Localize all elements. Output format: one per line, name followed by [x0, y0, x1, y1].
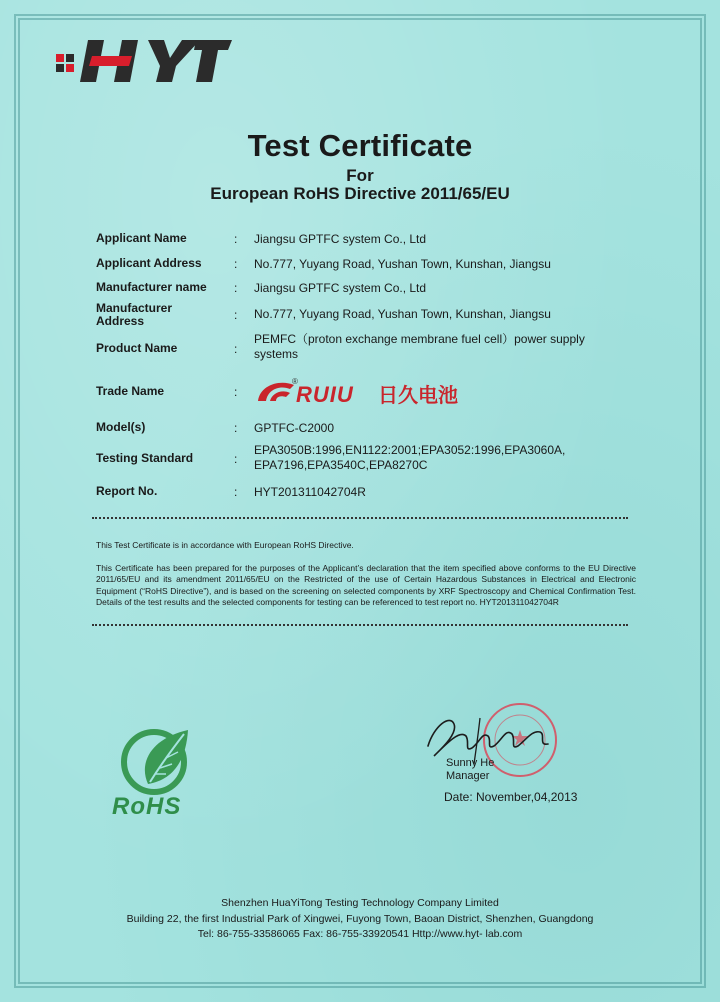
- field-label: Applicant Address: [96, 256, 202, 270]
- field-value: Jiangsu GPTFC system Co., Ltd: [254, 232, 427, 246]
- field-label: Testing Standard: [96, 451, 194, 465]
- signatory-name: Sunny He: [446, 757, 495, 769]
- field-colon: :: [234, 452, 238, 466]
- certificate-for-line: For: [346, 166, 374, 185]
- footer-address: Building 22, the first Industrial Park of Xingwei, Fuyong Town, Baoan District, Shenzhen, Guangdong: [126, 913, 594, 925]
- field-label: Manufacturer Address: [96, 301, 173, 328]
- field-label: Applicant Name: [96, 231, 187, 245]
- field-label: Report No.: [96, 484, 158, 498]
- field-colon: :: [234, 281, 238, 295]
- field-colon: :: [234, 385, 238, 399]
- field-label: Model(s): [96, 420, 146, 434]
- hyt-logo-red-squares: [56, 54, 74, 72]
- trade-logo-latin: RUIU: [296, 382, 354, 407]
- field-value: GPTFC-C2000: [254, 421, 335, 435]
- field-label: Product Name: [96, 341, 178, 355]
- signature-date: Date: November,04,2013: [444, 790, 578, 804]
- field-colon: :: [234, 257, 238, 271]
- field-label: Trade Name: [96, 384, 165, 398]
- certificate-directive: European RoHS Directive 2011/65/EU: [210, 184, 510, 203]
- hyt-logo-letters: [80, 40, 232, 82]
- dotted-divider: [92, 517, 628, 519]
- certificate-body-text: This Certificate has been prepared for the purposes of the Applicant’s declaration that the item specified above conforms to the EU Directive 2011/65/EU and its amendment 2011/65/EU on the Restricted of the use of Certain Hazardous Substances in Electrical and Electronic Equipment (“RoHS Directive”), and is based on the screening on selected components by XRF Spectroscopy and Chemical Confirmation Test. Details of the test results and the selected components for testing can be referenced to test report no. HYT201311042704R: [96, 563, 636, 608]
- dotted-divider: [92, 624, 628, 626]
- ruiu-trade-logo: [254, 375, 504, 409]
- field-value: Jiangsu GPTFC system Co., Ltd: [254, 281, 427, 295]
- rohs-statement: This Test Certificate is in accordance with European RoHS Directive.: [96, 540, 354, 550]
- field-value: EPA3050B:1996,EN1122:2001;EPA3052:1996,EPA3060A, EPA7196,EPA3540C,EPA8270C: [254, 443, 566, 472]
- trade-registered-mark: ®: [292, 377, 298, 386]
- field-colon: :: [234, 308, 238, 322]
- field-value: PEMFC（proton exchange membrane fuel cell）power supply systems: [254, 332, 585, 361]
- rohs-mark-text: RoHS: [112, 793, 182, 820]
- footer-company: Shenzhen HuaYiTong Testing Technology Company Limited: [221, 897, 499, 909]
- signatory-title: Manager: [446, 770, 490, 782]
- field-value: HYT201311042704R: [254, 485, 366, 499]
- field-value: No.777, Yuyang Road, Yushan Town, Kunshan, Jiangsu: [254, 257, 551, 271]
- field-colon: :: [234, 232, 238, 246]
- hyt-logo: [52, 32, 232, 90]
- footer-contact: Tel: 86-755-33586065 Fax: 86-755-33920541 Http://www.hyt- lab.com: [197, 928, 523, 940]
- field-colon: :: [234, 485, 238, 499]
- field-value: No.777, Yuyang Road, Yushan Town, Kunshan, Jiangsu: [254, 307, 551, 321]
- field-label: Manufacturer name: [96, 280, 207, 294]
- trade-logo-chinese: 日久电池: [378, 383, 458, 407]
- field-colon: :: [234, 421, 238, 435]
- certificate-title: Test Certificate: [247, 128, 473, 163]
- field-colon: :: [234, 342, 238, 356]
